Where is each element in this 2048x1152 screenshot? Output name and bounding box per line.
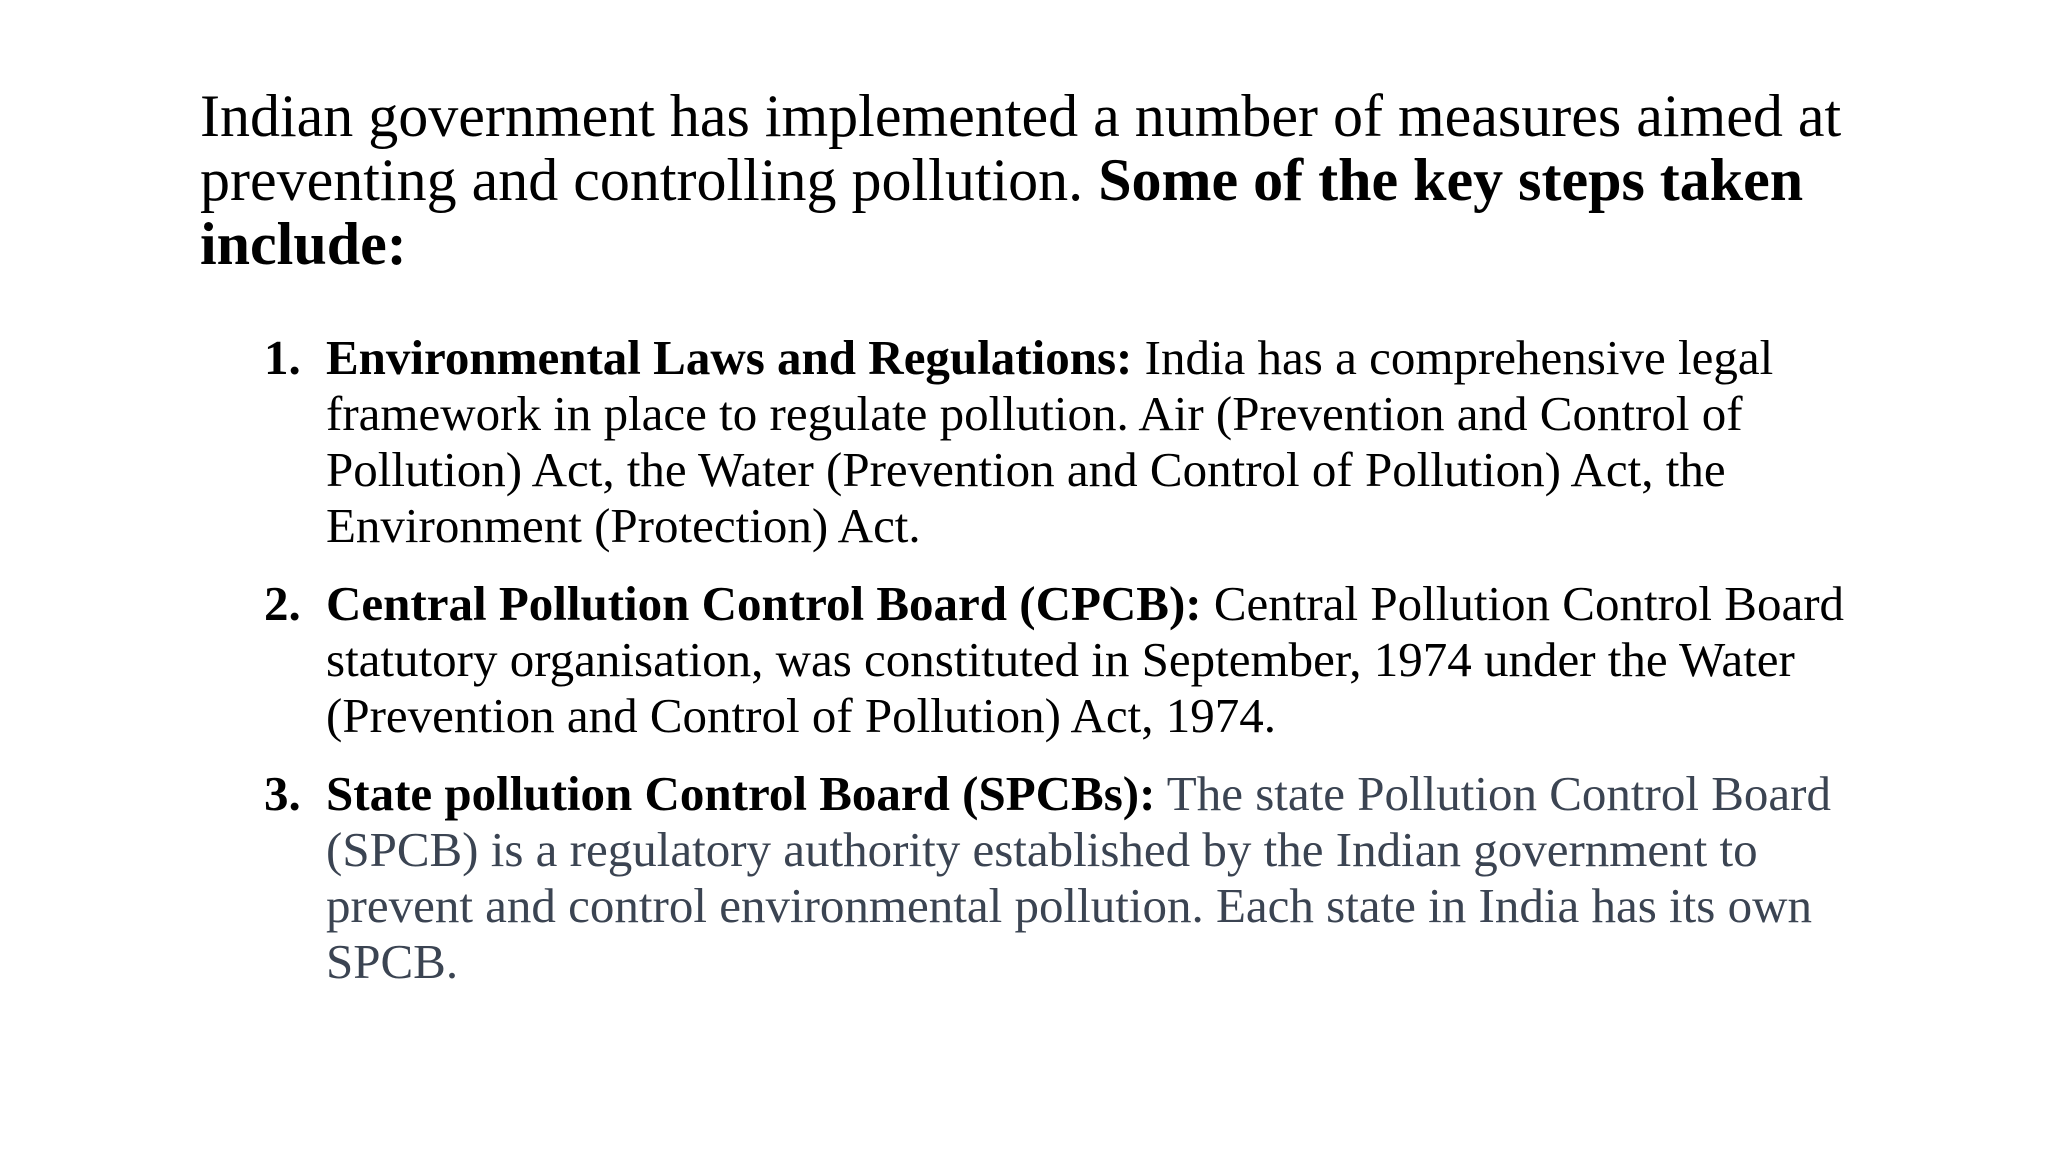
step-title: Environmental Laws and Regulations: [326, 330, 1133, 385]
step-title: State pollution Control Board (SPCBs): [326, 766, 1156, 821]
step-number: 1. [264, 330, 301, 385]
intro-text: Indian government has implemented a number of measures aimed at preventing and controlling pollution. [200, 83, 1842, 213]
list-item-cpcb [200, 576, 1900, 744]
steps-list [200, 330, 1900, 1012]
step-description: Central Pollution Control Board statutory organisation, was constituted in September, 1974 under the Water (Prevention and Control of Pollution) Act, 1974. [326, 576, 1845, 743]
step-number: 3. [264, 766, 301, 821]
step-description: India has a comprehensive legal framework in place to regulate pollution. Air (Prevention and Control of Pollution) Act, the Water (Prevention and Control of Pollution) Act, the Environment (Protection) Act. [326, 330, 1774, 553]
intro-paragraph [200, 84, 1920, 276]
list-item-spcb [200, 766, 1900, 990]
intro-bold-text: Some of the key steps taken include: [200, 147, 1804, 277]
step-description: The state Pollution Control Board (SPCB) is a regulatory authority established by the Indian government to prevent and control environmental pollution. Each state in India has its own SPCB. [326, 766, 1831, 989]
list-item-laws [200, 330, 1900, 554]
step-number: 2. [264, 576, 301, 631]
step-title: Central Pollution Control Board (CPCB): [326, 576, 1202, 631]
